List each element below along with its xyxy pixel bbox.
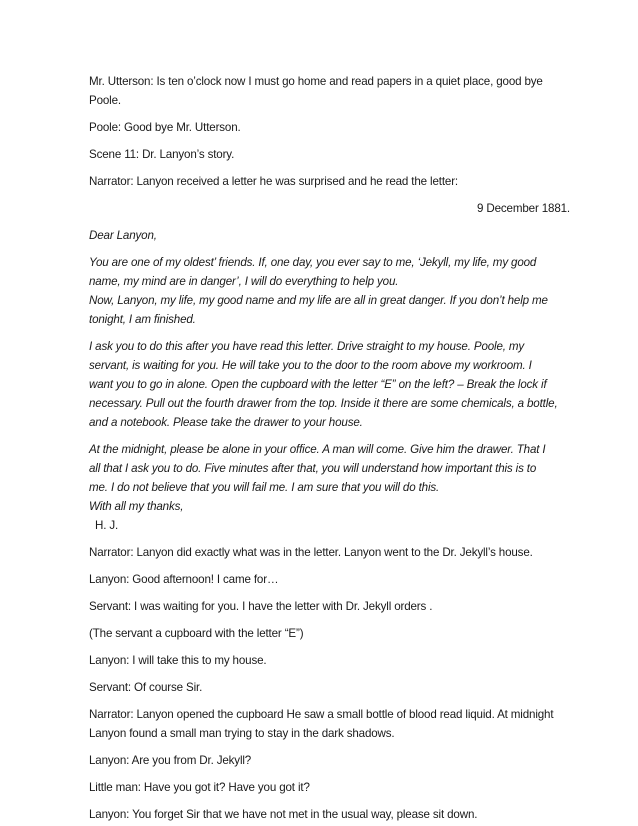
letter-salutation: Dear Lanyon,: [89, 229, 157, 242]
narrator-letter-line: Narrator: Lanyon received a letter he was surprised and he read the letter:: [89, 175, 458, 188]
dialogue-line: Little man: Have you got it? Have you got it?: [89, 781, 310, 794]
poole-goodbye-line: Poole: Good bye Mr. Utterson.: [89, 121, 241, 134]
letter-paragraph-2: I ask you to do this after you have read this letter. Drive straight to my house. Poole, my servant, is waiting for you. He will take you to the door to the room above my workroom. I want you to go in alone. Open the cupboard with the letter “E” on the left? – Break the lock if necessary. Pull out the fourth drawer from the top. Inside it there are some chemicals, a bottle, and a notebook. Please take the drawer to your house.: [89, 340, 558, 429]
dialogue-line: Lanyon: Good afternoon! I came for…: [89, 573, 279, 586]
dialogue-line: Lanyon: I will take this to my house.: [89, 654, 267, 667]
dialogue-line: Servant: Of course Sir.: [89, 681, 203, 694]
dialogue-line: Narrator: Lanyon did exactly what was in the letter. Lanyon went to the Dr. Jekyll’s house.: [89, 546, 533, 559]
utterson-goodbye-line: Mr. Utterson: Is ten o’clock now I must go home and read papers in a quiet place, good bye Poole.: [89, 75, 543, 107]
letter-paragraph-1a: You are one of my oldest’ friends. If, one day, you ever say to me, ‘Jekyll, my life, my good name, my mind are in danger’, I will do everything to help you.: [89, 256, 537, 288]
letter-closing: With all my thanks,: [89, 500, 184, 513]
dialogue-line: Narrator: Lanyon opened the cupboard He saw a small bottle of blood read liquid. At midnight Lanyon found a small man trying to stay in the dark shadows.: [89, 708, 554, 740]
dialogue-line: Lanyon: You forget Sir that we have not met in the usual way, please sit down.: [89, 808, 478, 821]
letter-date: 9 December 1881.: [477, 202, 570, 215]
letter-paragraph-1b: Now, Lanyon, my life, my good name and my life are all in great danger. If you don’t help me tonight, I am finished.: [89, 294, 548, 326]
dialogue-line: (The servant a cupboard with the letter “E”): [89, 627, 304, 640]
dialogue-line: Servant: I was waiting for you. I have the letter with Dr. Jekyll orders .: [89, 600, 433, 613]
letter-signature: H. J.: [95, 519, 119, 532]
dialogue-line: Lanyon: Are you from Dr. Jekyll?: [89, 754, 252, 767]
scene-heading: Scene 11: Dr. Lanyon’s story.: [89, 148, 235, 161]
letter-paragraph-3: At the midnight, please be alone in your office. A man will come. Give him the drawer. That I all that I ask you to do. Five minutes after that, you will understand how important this is to me. I do not believe that you will fail me. I am sure that you will do this.: [89, 443, 546, 494]
